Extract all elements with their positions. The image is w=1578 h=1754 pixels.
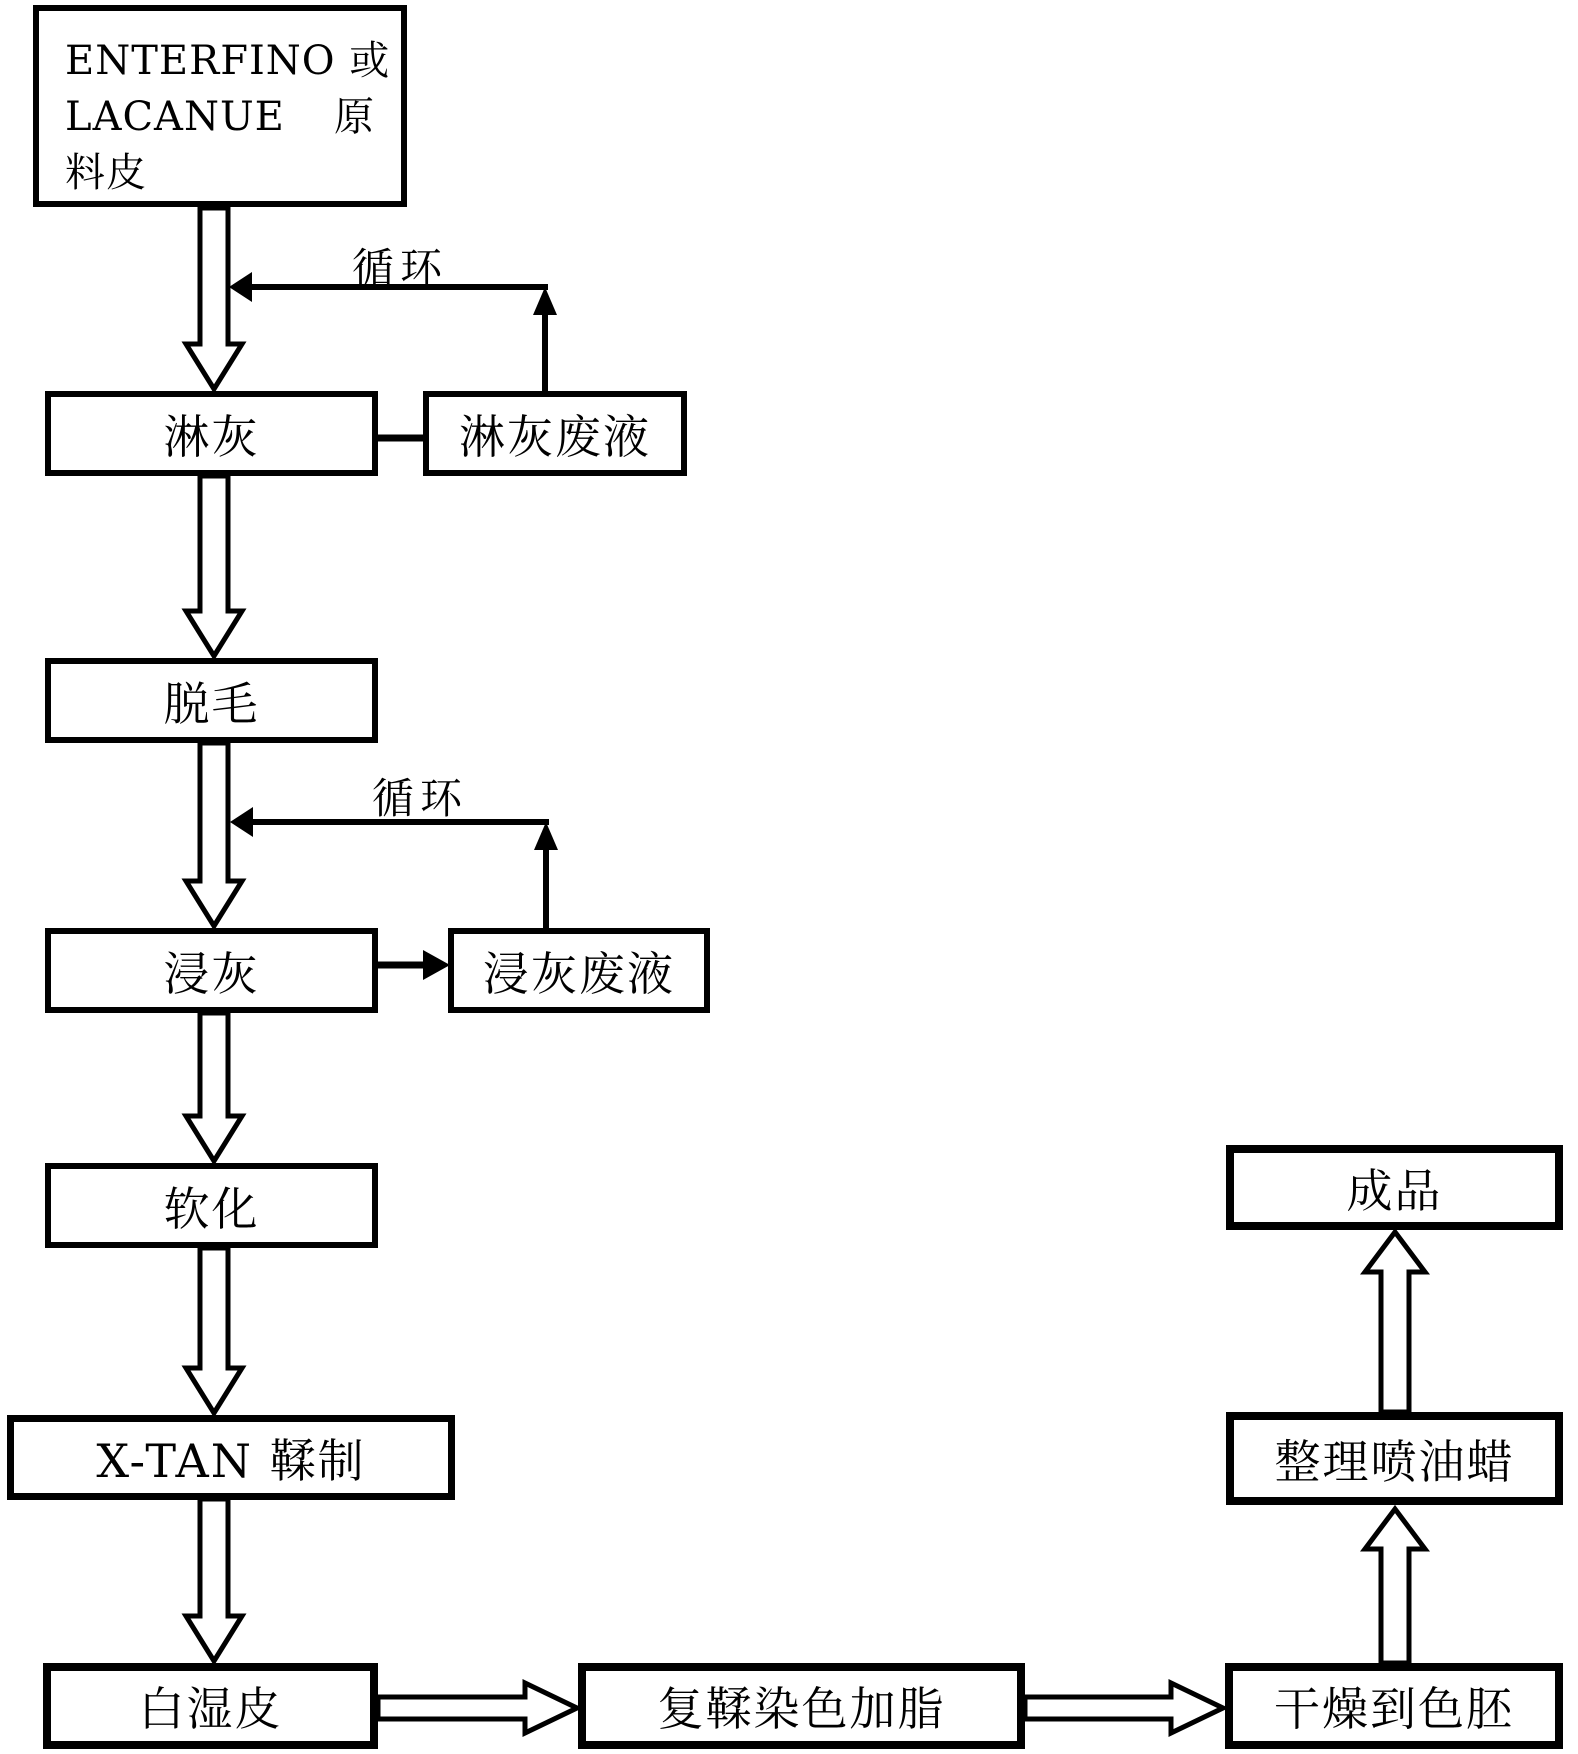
recycle1-left-arrowhead [229, 272, 252, 302]
process-box-liming-soak-waste: 浸灰废液 [448, 928, 710, 1013]
recycle2-up-arrowhead [534, 822, 558, 850]
process-box-liming-spray-waste: 淋灰废液 [423, 391, 687, 476]
liming-soak-waste-arrowhead [423, 950, 450, 980]
process-box-liming-soak: 浸灰 [45, 928, 378, 1013]
arrow-dehairing-to-liming-soak [186, 743, 242, 926]
recycle1-up-arrowhead [533, 287, 557, 315]
arrow-white-wet-hide-to-retanning [378, 1683, 577, 1733]
arrow-liming-spray-to-dehairing [186, 476, 242, 656]
process-box-softening: 软化 [45, 1163, 378, 1248]
arrow-softening-to-xtan [186, 1248, 242, 1413]
process-box-finishing-spray-oil-wax: 整理喷油蜡 [1226, 1412, 1563, 1505]
raw-material-line-3: 料皮 [65, 150, 147, 196]
recycle1-label: 循环 [352, 244, 449, 293]
raw-material-line-1: ENTERFINO 或 [65, 38, 391, 84]
process-box-white-wet-hide: 白湿皮 [43, 1663, 378, 1749]
arrow-finishing-to-product [1365, 1232, 1425, 1412]
arrow-liming-soak-to-softening [186, 1013, 242, 1161]
process-box-liming-spray: 淋灰 [45, 391, 378, 476]
process-box-finished-product: 成品 [1226, 1145, 1563, 1230]
recycle2-label: 循环 [372, 774, 469, 823]
arrow-retanning-to-drying [1025, 1683, 1223, 1733]
process-box-dehairing: 脱毛 [45, 658, 378, 743]
arrow-drying-to-finishing [1365, 1509, 1425, 1663]
recycle2-left-arrowhead [230, 807, 253, 837]
raw-material-line-2: LACANUE 原 [65, 94, 375, 140]
process-box-xtan-tanning: X-TAN 鞣制 [7, 1415, 455, 1500]
process-box-raw-material [33, 5, 407, 207]
process-box-retanning-dyeing-fatliquoring: 复鞣染色加脂 [578, 1663, 1025, 1749]
arrow-xtan-to-white-wet-hide [186, 1499, 242, 1661]
arrow-raw-to-liming-spray [186, 208, 242, 389]
process-box-drying-to-colored-crust: 干燥到色胚 [1225, 1663, 1563, 1749]
